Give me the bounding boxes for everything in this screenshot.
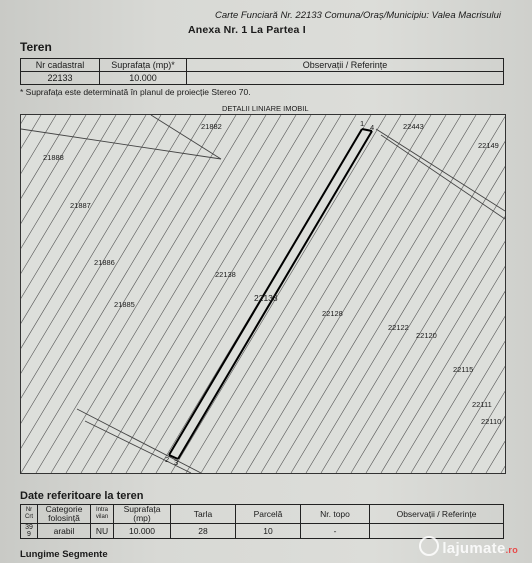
vertex-label: 2 (165, 455, 170, 464)
date-teren-title: Date referitoare la teren (20, 490, 144, 502)
watermark (419, 536, 518, 557)
boundary-line (77, 409, 201, 473)
col-header: Parcelă (236, 505, 301, 524)
table-cell: 10.000 (114, 524, 171, 539)
table-header-row (21, 505, 504, 524)
col-header: Suprafața (mp) (114, 505, 171, 524)
parcel-boundary-line (21, 115, 131, 473)
parcel-label: 22122 (388, 323, 409, 332)
table-cell (187, 72, 504, 85)
parcel-label: 22120 (416, 331, 437, 340)
table-cell: 39 9 (21, 524, 38, 539)
vertex-label: 3 (174, 458, 179, 467)
table-header-row (21, 59, 504, 72)
col-header: Tarla (171, 505, 236, 524)
table-row (21, 72, 504, 85)
col-header: Observații / Referințe (370, 505, 504, 524)
parcel-boundary-line (21, 115, 161, 473)
parcel-boundary-line (306, 115, 505, 473)
parcel-boundary-line (21, 115, 71, 473)
surface-footnote: * Suprafața este determinată în planul de proiecție Stereo 70. (20, 87, 251, 97)
col-header: Nr. topo (301, 505, 370, 524)
col-header: Intra vilan (91, 505, 114, 524)
parcel-label: 22128 (322, 309, 343, 318)
col-header: Nr cadastral (21, 59, 100, 72)
parcel-label: 21882 (201, 122, 222, 131)
col-header: Nr Crt (21, 505, 38, 524)
table-cell: 10.000 (100, 72, 187, 85)
watermark-suffix: .ro (505, 545, 518, 555)
table-cell: 28 (171, 524, 236, 539)
map-title: DETALII LINIARE IMOBIL (222, 104, 309, 113)
col-header: Observații / Referințe (187, 59, 504, 72)
col-header: Suprafața (mp)* (100, 59, 187, 72)
parcel-boundary-line (21, 115, 191, 473)
parcel-label: 22111 (472, 400, 492, 409)
parcel-boundary-line (336, 115, 505, 473)
teren-table (20, 58, 504, 85)
parcel-label: 21888 (43, 153, 64, 162)
lajumate-logo-icon (419, 536, 439, 556)
table-cell: 22133 (21, 72, 100, 85)
parcel-label: 22110 (481, 417, 502, 426)
table-cell: - (301, 524, 370, 539)
date-teren-table (20, 504, 504, 539)
carte-funciara-header: Carte Funciară Nr. 22133 Comuna/Oraș/Municipiu: Valea Macrisului (215, 10, 502, 21)
table-cell: 10 (236, 524, 301, 539)
parcel-label: 21887 (70, 201, 91, 210)
parcel-label: 22115 (453, 365, 474, 374)
watermark-text: lajumate (442, 540, 506, 557)
parcel-label: 22443 (403, 122, 424, 131)
parcel-boundary-line (21, 115, 101, 473)
table-cell: arabil (38, 524, 91, 539)
parcel-label: 21885 (114, 300, 135, 309)
parcel-label: 21886 (94, 258, 115, 267)
vertex-label: 4 (370, 123, 375, 132)
teren-section-title: Teren (20, 40, 52, 54)
subject-parcel-label: 22133 (254, 293, 278, 303)
table-cell: NU (91, 524, 114, 539)
cadastral-map (20, 114, 506, 474)
col-header: Categorie folosință (38, 505, 91, 524)
parcel-label: 22149 (478, 141, 499, 150)
lungime-segmente-title: Lungime Segmente (20, 549, 108, 560)
vertex-label: 1 (360, 119, 365, 128)
anexa-title: Anexa Nr. 1 La Partea I (188, 24, 306, 36)
parcel-label: 22138 (215, 270, 236, 279)
